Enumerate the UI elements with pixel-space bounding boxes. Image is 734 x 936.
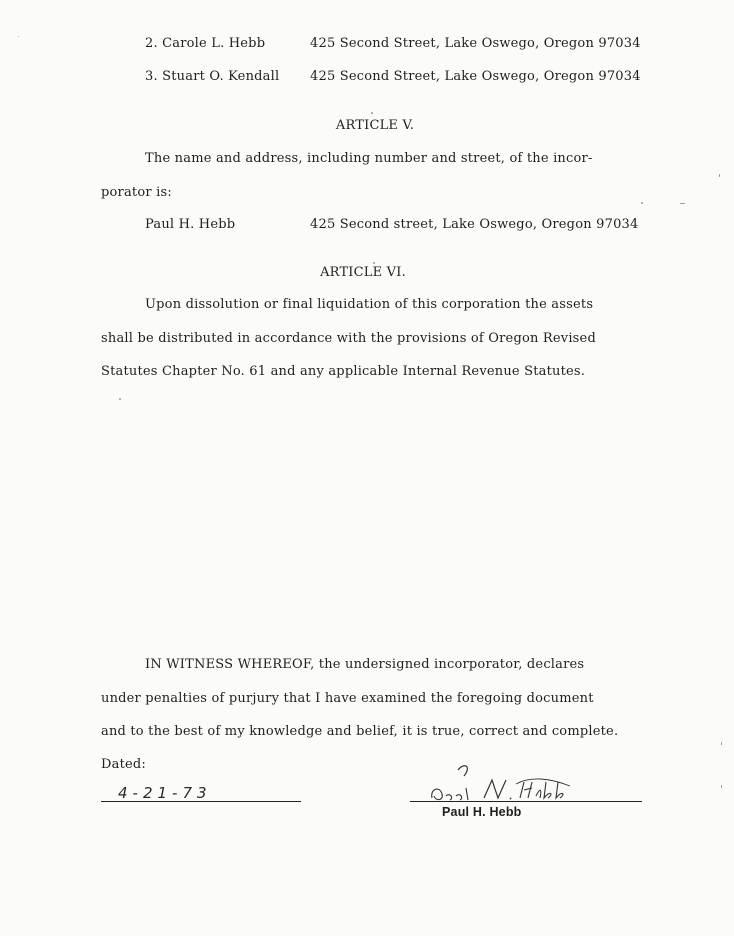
- incorporator-name: Paul H. Hebb: [145, 217, 236, 232]
- witness-line-2: under penalties of purjury that I have examined the foregoing document: [101, 691, 594, 706]
- dated-label: Dated:: [101, 757, 146, 772]
- list-item-address-3: 425 Second Street, Lake Oswego, Oregon 97034: [310, 69, 641, 84]
- scan-speck: [641, 202, 643, 204]
- scan-speck: [719, 174, 720, 177]
- witness-line-1: IN WITNESS WHEREOF, the undersigned incorporator, declares: [145, 657, 585, 672]
- list-item-name-2: 2. Carole L. Hebb: [145, 36, 266, 51]
- article-v-heading: ARTICLE V.: [335, 118, 415, 133]
- date-line: [101, 801, 301, 802]
- list-item-name-3: 3. Stuart O. Kendall: [145, 69, 280, 84]
- article-v-line-1: The name and address, including number and street, of the incor-: [145, 151, 593, 166]
- scan-speck: [373, 262, 375, 264]
- scan-speck: [721, 742, 722, 745]
- witness-line-3: and to the best of my knowledge and belief, it is true, correct and complete.: [101, 724, 619, 739]
- article-vi-line-1: Upon dissolution or final liquidation of this corporation the assets: [145, 297, 594, 312]
- article-v-line-2: porator is:: [101, 185, 172, 200]
- article-vi-heading: ARTICLE VI.: [320, 265, 406, 280]
- signature-line: [410, 801, 642, 802]
- list-item-address-2: 425 Second Street, Lake Oswego, Oregon 97034: [310, 36, 641, 51]
- signer-name: Paul H. Hebb: [442, 805, 522, 819]
- article-vi-line-3: Statutes Chapter No. 61 and any applicable Internal Revenue Statutes.: [101, 364, 586, 379]
- scan-speck: [680, 203, 685, 204]
- incorporator-address: 425 Second street, Lake Oswego, Oregon 97034: [310, 217, 639, 232]
- article-vi-line-2: shall be distributed in accordance with the provisions of Oregon Revised: [101, 331, 596, 346]
- scan-speck: [18, 36, 19, 37]
- scan-speck: [119, 398, 121, 400]
- scan-speck: [371, 112, 373, 114]
- scan-speck: [721, 785, 722, 788]
- date-handwritten: 4-21-73: [118, 784, 212, 802]
